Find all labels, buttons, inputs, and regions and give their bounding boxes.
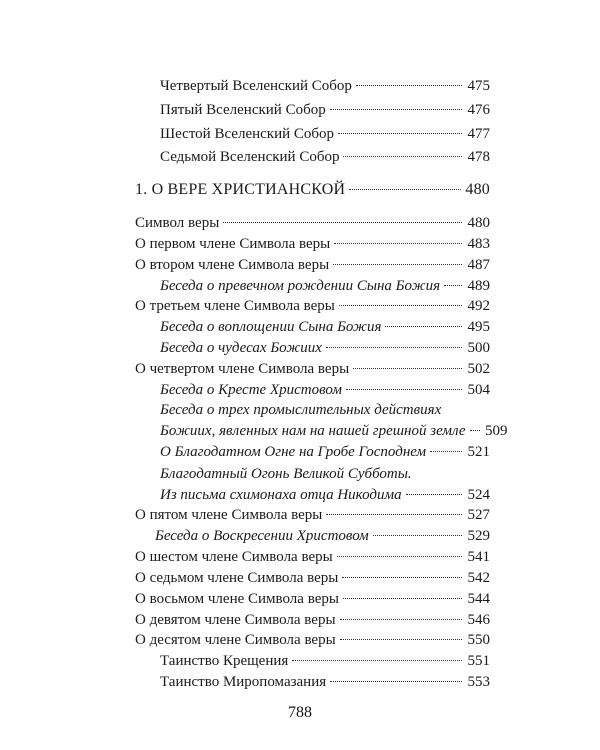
toc-entry-title: О втором члене Символа веры bbox=[135, 256, 330, 273]
toc-entry-title: О десятом члене Символа веры bbox=[135, 632, 336, 649]
toc-entry-title: Беседа о Кресте Христовом bbox=[160, 381, 342, 398]
dot-leader bbox=[356, 85, 462, 86]
page-number: 788 bbox=[288, 704, 312, 721]
dot-leader bbox=[385, 326, 462, 327]
toc-entry-title: Пятый Вселенский Собор bbox=[160, 102, 326, 118]
toc-entry-page: 487 bbox=[467, 256, 490, 273]
toc-entry-page: 495 bbox=[467, 319, 490, 336]
toc-entry-title: О девятом члене Символа веры bbox=[135, 611, 336, 628]
dot-leader bbox=[223, 222, 462, 223]
toc-entry-title-line1: Беседа о трех промыслительных действиях bbox=[160, 402, 442, 419]
dot-leader bbox=[330, 681, 462, 682]
toc-entry-page: 524 bbox=[467, 486, 490, 503]
dot-leader bbox=[343, 156, 462, 157]
toc-entry-title: О третьем члене Символа веры bbox=[135, 298, 335, 315]
toc-entry-title: О первом члене Символа веры bbox=[135, 235, 331, 252]
toc-entry-title: Шестой Вселенский Собор bbox=[160, 126, 335, 142]
toc-entry-page: 475 bbox=[467, 78, 490, 94]
toc-entry-title: Четвертый Вселенский Собор bbox=[160, 78, 352, 94]
dot-leader bbox=[334, 243, 462, 244]
toc-entry-page: 477 bbox=[467, 126, 490, 142]
dot-leader bbox=[346, 389, 462, 390]
dot-leader bbox=[373, 535, 462, 536]
toc-entry-title: Таинство Миропомазания bbox=[160, 674, 327, 690]
toc-entry-title: Седьмой Вселенский Собор bbox=[160, 149, 340, 165]
dot-leader bbox=[337, 556, 462, 557]
dot-leader bbox=[444, 285, 462, 286]
dot-leader bbox=[333, 264, 462, 265]
toc-entry-title: Беседа о чудесах Божиих bbox=[160, 339, 322, 356]
toc-section-page: 480 bbox=[465, 181, 490, 198]
dot-leader bbox=[349, 189, 461, 190]
toc-entry-title: О Благодатном Огне на Гробе Господнем bbox=[160, 444, 427, 460]
dot-leader bbox=[339, 305, 462, 306]
toc-entry-page: 544 bbox=[467, 590, 490, 607]
toc-entry-title: О седьмом члене Символа веры bbox=[135, 569, 339, 586]
toc-entry-title: Таинство Крещения bbox=[160, 653, 289, 670]
dot-leader bbox=[340, 639, 462, 640]
toc-entry-page: 551 bbox=[467, 653, 490, 670]
dot-leader bbox=[343, 598, 462, 599]
toc-entry-title: О четвертом члене Символа веры bbox=[135, 360, 350, 377]
toc-entry-page: 546 bbox=[467, 611, 490, 628]
toc-entry-page: 529 bbox=[467, 528, 490, 545]
dot-leader bbox=[353, 368, 462, 369]
toc-entry-title: Беседа о превечном рождении Сына Божия bbox=[160, 277, 441, 294]
toc-section-title: 1. О ВЕРЕ ХРИСТИАНСКОЙ bbox=[135, 181, 346, 198]
dot-leader bbox=[430, 451, 462, 452]
toc-entry-page: 541 bbox=[467, 549, 490, 566]
toc-entry-page: 550 bbox=[467, 632, 490, 649]
toc-entry-page: 521 bbox=[467, 444, 490, 460]
toc-entry-page: 504 bbox=[467, 381, 490, 398]
dot-leader bbox=[326, 514, 462, 515]
toc-entry-title: О восьмом члене Символа веры bbox=[135, 590, 339, 607]
toc-entry-page: 542 bbox=[467, 569, 490, 586]
toc-entry-page: 553 bbox=[467, 674, 490, 690]
dot-leader bbox=[338, 133, 462, 134]
dot-leader bbox=[292, 660, 462, 661]
toc-entry-title: О шестом члене Символа веры bbox=[135, 549, 333, 566]
dot-leader bbox=[330, 109, 462, 110]
toc-entry-page: 478 bbox=[467, 149, 490, 165]
toc-entry-title: Беседа о воплощении Сына Божия bbox=[160, 319, 382, 336]
toc-entry-title: О пятом члене Символа веры bbox=[135, 507, 323, 524]
toc-entry-title-line2: Божиих, явленных нам на нашей грешной земле bbox=[160, 423, 466, 440]
toc-entry-title-line1: Благодатный Огонь Великой Субботы. bbox=[160, 465, 412, 482]
dot-leader bbox=[406, 494, 462, 495]
dot-leader bbox=[340, 619, 462, 620]
toc-entry-page: 483 bbox=[467, 235, 490, 252]
dot-leader bbox=[326, 347, 462, 348]
toc-entry-title: Символ веры bbox=[135, 215, 220, 231]
dot-leader bbox=[470, 430, 480, 431]
toc-entry-page: 476 bbox=[467, 102, 490, 118]
toc-entry-page: 492 bbox=[467, 298, 490, 315]
toc-entry-page: 502 bbox=[467, 360, 490, 377]
toc-entry-page: 527 bbox=[467, 507, 490, 524]
toc-entry-title-line2: Из письма схимонаха отца Никодима bbox=[160, 486, 402, 503]
toc-entry-page: 480 bbox=[467, 215, 490, 231]
dot-leader bbox=[342, 577, 462, 578]
toc-entry-page: 509 bbox=[485, 423, 508, 440]
toc-entry-page: 500 bbox=[467, 339, 490, 356]
toc-entry-page: 489 bbox=[467, 277, 490, 294]
toc-entry-title: Беседа о Воскресении Христовом bbox=[155, 528, 369, 545]
